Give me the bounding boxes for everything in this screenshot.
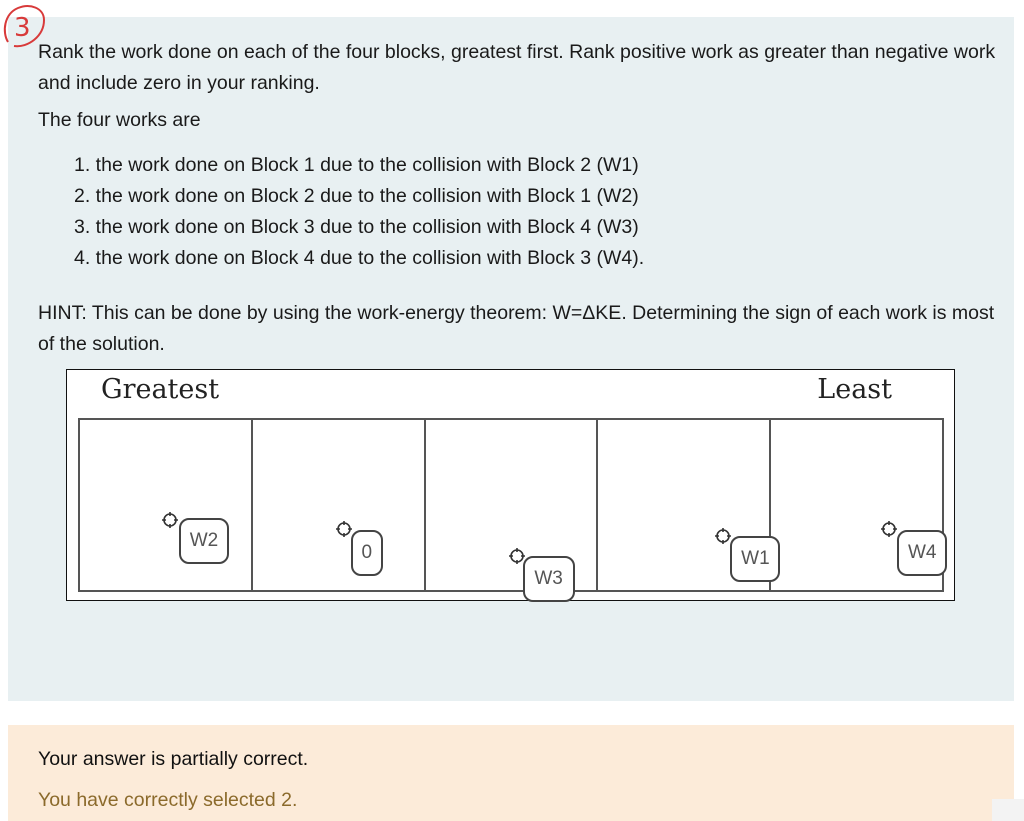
- feedback-detail: You have correctly selected 2.: [38, 789, 298, 811]
- scroll-corner: [992, 799, 1024, 821]
- tile-w2[interactable]: W2: [179, 518, 229, 564]
- tile-w3[interactable]: W3: [523, 556, 575, 602]
- work-item: 4. the work done on Block 4 due to the collision with Block 3 (W4).: [74, 247, 645, 269]
- ranking-widget: [66, 369, 955, 601]
- ranking-bins: [78, 418, 944, 592]
- tile-w1[interactable]: W1: [730, 536, 780, 582]
- drag-handle-icon[interactable]: [335, 520, 353, 538]
- work-item: 1. the work done on Block 1 due to the collision with Block 2 (W1): [74, 154, 639, 176]
- rank-bin-1[interactable]: [80, 420, 253, 590]
- rank-bin-2[interactable]: [253, 420, 426, 590]
- work-item: 2. the work done on Block 2 due to the collision with Block 1 (W2): [74, 185, 639, 207]
- least-label: Least: [817, 374, 892, 405]
- works-list: [74, 150, 644, 274]
- question-prompt: Rank the work done on each of the four blocks, greatest first. Rank positive work as greater than negative work and include zero in your ranking.: [38, 41, 996, 94]
- annotation-number: 3: [14, 13, 31, 43]
- hint-text: HINT: This can be done by using the work-energy theorem: W=ΔKE. Determining the sign of each work is most of the solution.: [38, 302, 995, 355]
- rank-bin-5[interactable]: [771, 420, 942, 590]
- rank-bin-4[interactable]: [598, 420, 771, 590]
- works-intro: The four works are: [38, 109, 201, 131]
- tile-w4[interactable]: W4: [897, 530, 947, 576]
- drag-handle-icon[interactable]: [161, 511, 179, 529]
- tile-zero[interactable]: 0: [351, 530, 383, 576]
- rank-bin-3[interactable]: [426, 420, 599, 590]
- drag-handle-icon[interactable]: [880, 520, 898, 538]
- feedback-status: Your answer is partially correct.: [38, 748, 309, 770]
- greatest-label: Greatest: [101, 374, 220, 405]
- work-item: 3. the work done on Block 3 due to the collision with Block 4 (W3): [74, 216, 639, 238]
